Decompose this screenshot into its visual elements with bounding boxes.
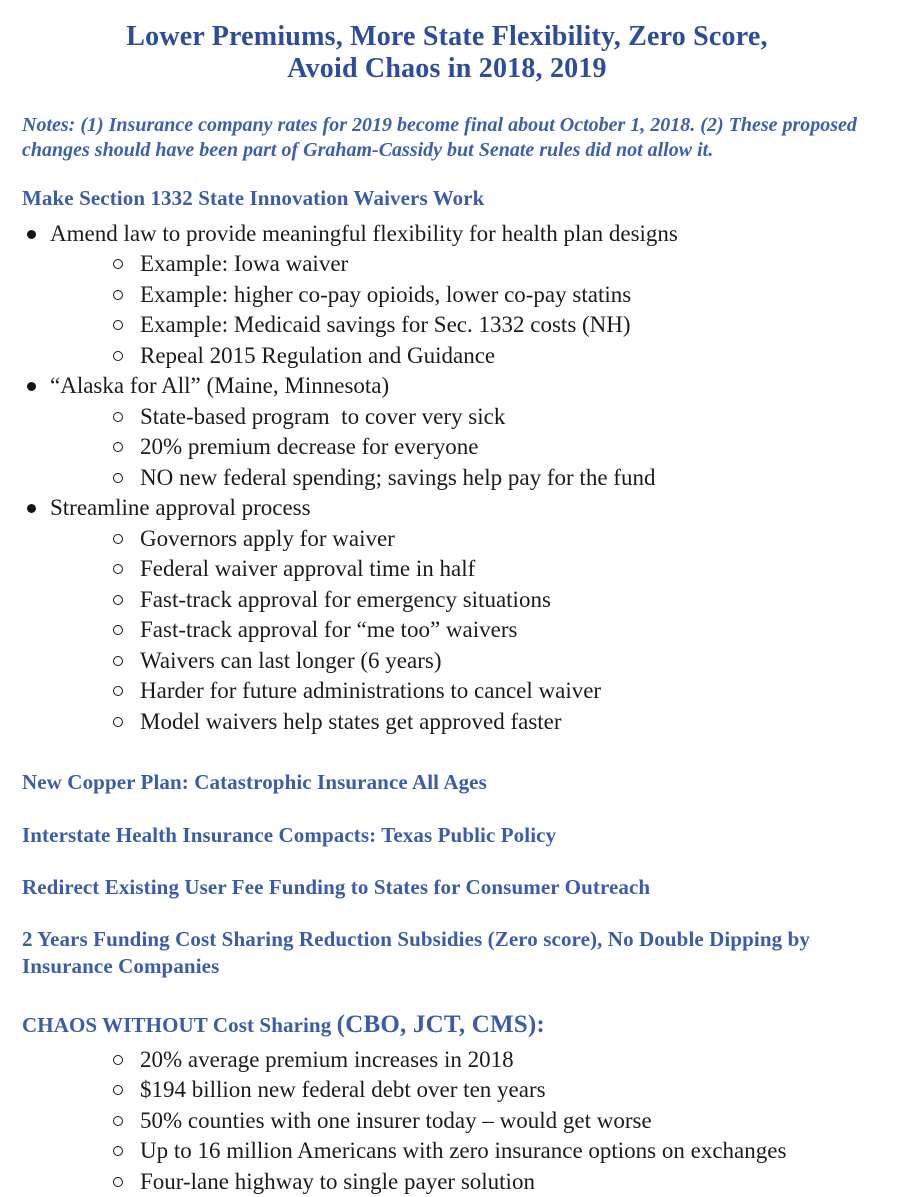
sub-bullet-item: [22, 280, 872, 311]
bullet-dot-icon: [27, 230, 36, 239]
page-title: [22, 21, 872, 86]
chaos-heading-main: CHAOS WITHOUT Cost Sharing: [22, 1013, 337, 1038]
bullet-circle-icon: [113, 351, 123, 361]
bullet-circle-icon: [113, 1177, 123, 1187]
sub-bullet-item: [22, 432, 872, 463]
bullet-dot-icon: [27, 504, 36, 513]
sub-bullet-item: [22, 554, 872, 585]
sub-bullet-text: 20% premium decrease for everyone: [140, 434, 479, 460]
bullet-text: “Alaska for All” (Maine, Minnesota): [50, 373, 390, 399]
sub-bullet-text: 50% counties with one insurer today – would get worse: [140, 1107, 652, 1133]
sub-bullet-text: Fast-track approval for emergency situations: [140, 586, 551, 612]
bullet-text: Amend law to provide meaningful flexibility for health plan designs: [50, 220, 678, 246]
sub-bullet-item: [22, 1106, 872, 1137]
sub-bullet-item: [22, 1075, 872, 1106]
sub-bullet-text: Fast-track approval for “me too” waivers: [140, 617, 518, 643]
bullet-circle-icon: [113, 1055, 123, 1065]
bullet-text: Streamline approval process: [50, 495, 311, 521]
sub-bullet-text: Four-lane highway to single payer solution: [140, 1168, 535, 1194]
sub-bullet-item: [22, 249, 872, 280]
sub-bullet-text: Example: Medicaid savings for Sec. 1332 costs (NH): [140, 312, 631, 338]
bullet-circle-icon: [113, 1146, 123, 1156]
section-heading-interstate-compacts: Interstate Health Insurance Compacts: Texas Public Policy: [22, 822, 557, 847]
bullet-item: [22, 219, 872, 250]
sub-bullet-item: [22, 676, 872, 707]
bullet-dot-icon: [27, 382, 36, 391]
sub-bullet-text: Example: higher co-pay opioids, lower co-pay statins: [140, 281, 632, 307]
sub-bullet-item: [22, 341, 872, 372]
section-heading-1332-waivers: Make Section 1332 State Innovation Waivers Work: [22, 186, 485, 211]
page-title-line1: Lower Premiums, More State Flexibility, Zero Score,: [126, 21, 768, 52]
bullet-circle-icon: [113, 564, 123, 574]
bullet-circle-icon: [113, 259, 123, 269]
sub-bullet-text: Harder for future administrations to cancel waiver: [140, 678, 602, 704]
page-title-line2: Avoid Chaos in 2018, 2019: [287, 53, 607, 85]
sub-bullet-item: [22, 646, 872, 677]
section-heading-csr-funding: 2 Years Funding Cost Sharing Reduction Subsidies (Zero score), No Double Dipping by Insurance Companies: [22, 927, 810, 978]
bullet-circle-icon: [113, 290, 123, 300]
sub-bullet-text: Up to 16 million Americans with zero insurance options on exchanges: [140, 1138, 787, 1164]
sub-bullet-text: Federal waiver approval time in half: [140, 556, 476, 582]
section-heading-chaos: [22, 1009, 872, 1041]
bullet-circle-icon: [113, 625, 123, 635]
chaos-list: [22, 1045, 872, 1197]
section-heading-user-fee-funding: Redirect Existing User Fee Funding to States for Consumer Outreach: [22, 874, 651, 899]
sub-bullet-text: Waivers can last longer (6 years): [140, 647, 442, 673]
sub-bullet-item: [22, 1167, 872, 1197]
bullet-circle-icon: [113, 320, 123, 330]
sub-bullet-text: NO new federal spending; savings help pay for the fund: [140, 464, 656, 490]
bullet-circle-icon: [113, 595, 123, 605]
bullet-item: [22, 371, 872, 402]
sub-bullet-text: Example: Iowa waiver: [140, 251, 349, 277]
sub-bullet-item: [22, 463, 872, 494]
bullet-circle-icon: [113, 1116, 123, 1126]
waivers-list: [22, 219, 872, 738]
sub-bullet-item: [22, 615, 872, 646]
sub-bullet-text: $194 billion new federal debt over ten years: [140, 1077, 546, 1103]
sub-bullet-text: Repeal 2015 Regulation and Guidance: [140, 342, 496, 368]
bullet-circle-icon: [113, 442, 123, 452]
sub-bullet-item: [22, 402, 872, 433]
bullet-circle-icon: [113, 656, 123, 666]
bullet-circle-icon: [113, 534, 123, 544]
sub-bullet-item: [22, 1136, 872, 1167]
bullet-circle-icon: [113, 686, 123, 696]
bullet-circle-icon: [113, 412, 123, 422]
sub-bullet-item: [22, 310, 872, 341]
sub-bullet-item: [22, 524, 872, 555]
sub-bullet-item: [22, 1045, 872, 1076]
sub-bullet-text: 20% average premium increases in 2018: [140, 1046, 514, 1072]
notes-paragraph: Notes: (1) Insurance company rates for 2019 become final about October 1, 2018. (2) These proposed changes should have been part of Graham-Cassidy but Senate rules did not allow it.: [22, 113, 857, 161]
bullet-circle-icon: [113, 717, 123, 727]
sub-bullet-text: State-based program to cover very sick: [140, 403, 506, 429]
bullet-circle-icon: [113, 473, 123, 483]
sub-bullet-text: Model waivers help states get approved faster: [140, 708, 562, 734]
sub-bullet-text: Governors apply for waiver: [140, 525, 395, 551]
sub-bullet-item: [22, 585, 872, 616]
sub-bullet-item: [22, 707, 872, 738]
section-heading-copper-plan: New Copper Plan: Catastrophic Insurance All Ages: [22, 770, 487, 795]
bullet-item: [22, 493, 872, 524]
chaos-heading-accent: (CBO, JCT, CMS):: [336, 1011, 545, 1039]
bullet-circle-icon: [113, 1085, 123, 1095]
